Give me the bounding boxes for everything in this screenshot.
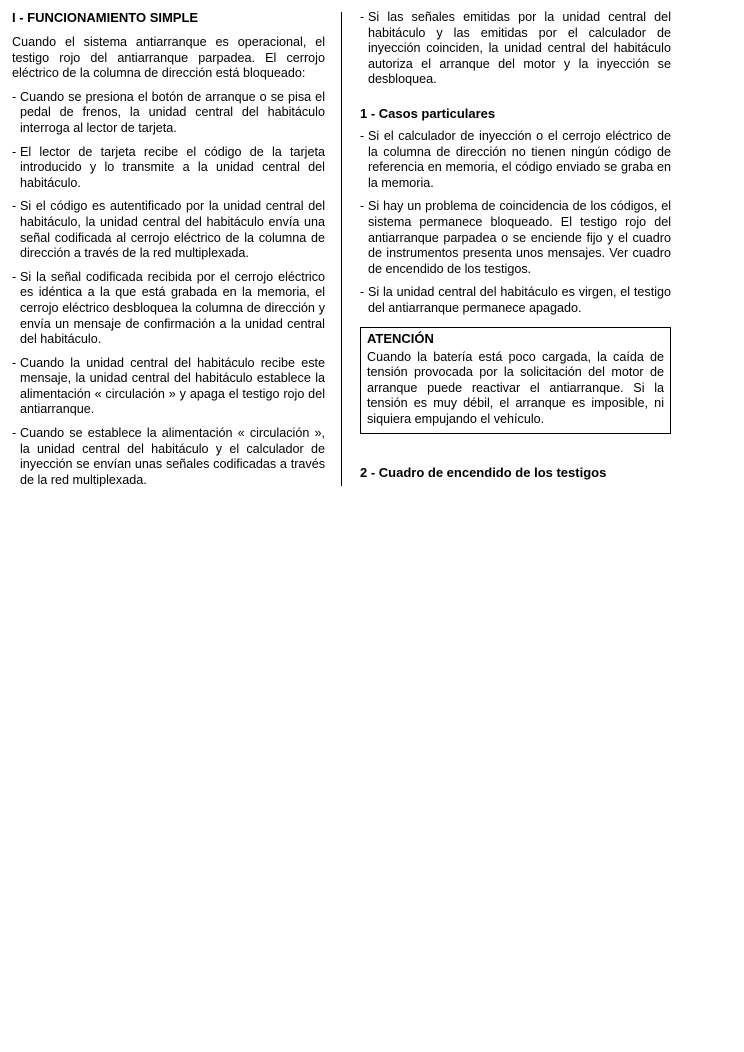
list-item: - Cuando se establece la alimentación « circulación », la unidad central del habitáculo y el calculador de inyección se envían unas señales codificadas a través de la red multiplexada. — [12, 426, 325, 487]
intro-paragraph: Cuando el sistema antiarranque es operacional, el testigo rojo del antiarranque parpadea. El cerrojo eléctrico de la columna de dirección está bloqueado: — [12, 35, 325, 81]
attention-title: ATENCIÓN — [367, 330, 434, 346]
left-column — [12, 10, 325, 496]
section-title: I - FUNCIONAMIENTO SIMPLE — [12, 10, 199, 25]
list-item: - Si la señal codificada recibida por el cerrojo eléctrico es idéntica a la que está grabada en la memoria, el cerrojo eléctrico desbloquea la columna de dirección y envía un mensaje de confirmación a la unidad central del habitáculo. — [12, 269, 325, 347]
list-item: - Si las señales emitidas por la unidad central del habitáculo y las emitidas por el calculador de inyección coinciden, la unidad central del habitáculo autoriza el arranque del motor y la inyección se desbloquea. — [360, 10, 671, 87]
list-item-text: El lector de tarjeta recibe el código de la tarjeta introducido y lo transmite a la unidad central del habitáculo. — [20, 144, 325, 190]
list-item: - Si el código es autentificado por la unidad central del habitáculo, la unidad central del habitáculo envía una señal codificada al cerrojo eléctrico de la columna de dirección a través de la red multiplexada. — [12, 199, 325, 261]
list-item: - Cuando se presiona el botón de arranque o se pisa el pedal de frenos, la unidad central del habitáculo interroga al lector de tarjeta. — [12, 89, 325, 135]
list-item-text: Cuando se establece la alimentación « circulación », la unidad central del habitáculo y el calculador de inyección se envían unas señales codificadas a través de la red multiplexada. — [20, 426, 325, 487]
list-item-text: Si la señal codificada recibida por el cerrojo eléctrico es idéntica a la que está grabada en la memoria, el cerrojo eléctrico desbloquea la columna de dirección y envía un mensaje de confirmación a la unidad central del habitáculo. — [20, 269, 325, 347]
list-item-text: Si la unidad central del habitáculo es virgen, el testigo del antiarranque permanece apagado. — [368, 285, 671, 315]
list-item-text: Si el calculador de inyección o el cerrojo eléctrico de la columna de dirección no tienen ningún código de referencia en memoria, el código enviado se graba en la memoria. — [368, 128, 671, 190]
subsection-title-cuadro: 2 - Cuadro de encendido de los testigos — [360, 465, 607, 481]
list-item-text: Si las señales emitidas por la unidad central del habitáculo y las emitidas por el calculador de inyección coinciden, la unidad central del habitáculo autoriza el arranque del motor y la inyección se desbloquea. — [368, 10, 671, 87]
right-column — [360, 10, 671, 481]
list-item: - Si la unidad central del habitáculo es virgen, el testigo del antiarranque permanece apagado. — [360, 285, 671, 315]
list-item-text: Cuando la unidad central del habitáculo recibe este mensaje, la unidad central del habitáculo establece la alimentación « circulación » y apaga el testigo rojo del antiarranque. — [20, 355, 325, 417]
column-divider — [341, 12, 342, 486]
list-item-text: Si hay un problema de coincidencia de los códigos, el sistema permanece bloqueado. El testigo rojo del antiarranque parpadea o se enciende fijo y el cuadro de instrumentos presenta unos mensajes. Ver cuadro de encendido de los testigos. — [368, 199, 671, 276]
attention-box — [360, 327, 671, 435]
list-item: - Cuando la unidad central del habitáculo recibe este mensaje, la unidad central del habitáculo establece la alimentación « circulación » y apaga el testigo rojo del antiarranque. — [12, 355, 325, 417]
list-item-text: Cuando se presiona el botón de arranque o se pisa el pedal de frenos, la unidad central del habitáculo interroga al lector de tarjeta. — [20, 89, 325, 135]
list-item-text: Si el código es autentificado por la unidad central del habitáculo, la unidad central del habitáculo envía una señal codificada al cerrojo eléctrico de la columna de dirección a través de la red multiplexada. — [20, 199, 325, 261]
attention-text: Cuando la batería está poco cargada, la caída de tensión provocada por la solicitación del motor de arranque puede reactivar el antiarranque. Si la tensión es muy débil, el arranque es imposible, ni siquiera empujando el vehículo. — [367, 349, 664, 426]
subsection-title-casos: 1 - Casos particulares — [360, 105, 496, 121]
list-item: - El lector de tarjeta recibe el código de la tarjeta introducido y lo transmite a la unidad central del habitáculo. — [12, 144, 325, 190]
list-item: - Si hay un problema de coincidencia de los códigos, el sistema permanece bloqueado. El testigo rojo del antiarranque parpadea o se enciende fijo y el cuadro de instrumentos presenta unos mensajes. Ver cuadro de encendido de los testigos. — [360, 199, 671, 276]
list-item: - Si el calculador de inyección o el cerrojo eléctrico de la columna de dirección no tienen ningún código de referencia en memoria, el código enviado se graba en la memoria. — [360, 128, 671, 190]
